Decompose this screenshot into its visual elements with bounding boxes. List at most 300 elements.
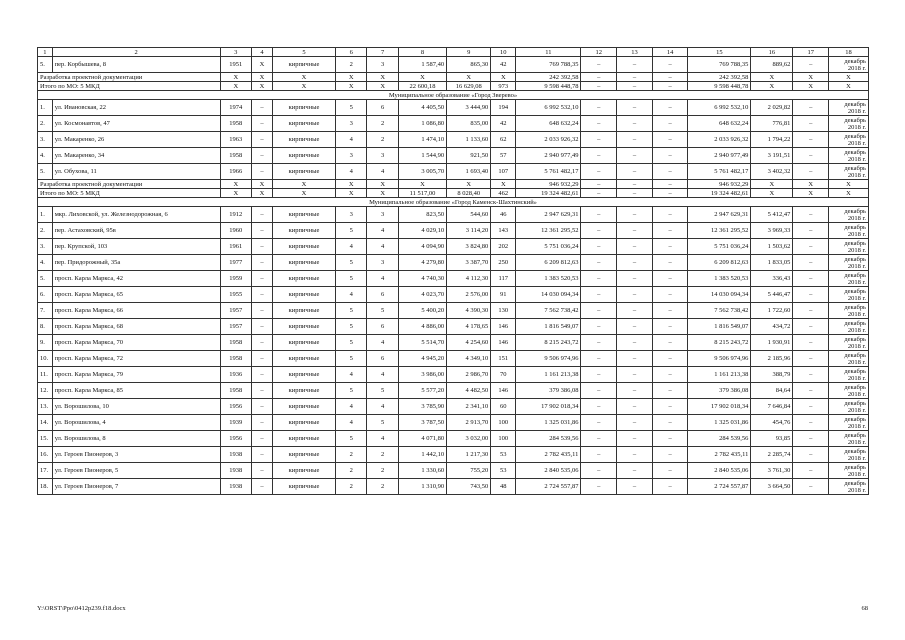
table-cell: 889,62 — [751, 57, 793, 73]
table-cell: 1957 — [220, 319, 251, 335]
table-cell: 5 761 482,17 — [688, 164, 751, 180]
table-cell: 1 086,80 — [398, 116, 446, 132]
table-row — [38, 335, 869, 351]
table-cell: – — [581, 367, 617, 383]
table-cell: 42 — [491, 57, 516, 73]
table-cell: 9 506 974,96 — [516, 351, 581, 367]
table-cell: 146 — [491, 383, 516, 399]
table-cell: 4 254,60 — [447, 335, 491, 351]
table-cell: – — [252, 164, 273, 180]
table-cell: 2 724 557,87 — [688, 479, 751, 495]
table-cell: – — [581, 271, 617, 287]
table-cell: – — [652, 82, 688, 91]
table-cell: 1951 — [220, 57, 251, 73]
table-cell: – — [617, 207, 653, 223]
table-cell: 9 598 448,78 — [516, 82, 581, 91]
table-cell: 336,43 — [751, 271, 793, 287]
file-path: Y:\ORST\Ppo\0412p239.f18.docx — [37, 605, 126, 612]
table-cell: 6 — [367, 287, 398, 303]
table-cell: кирпичные — [273, 447, 336, 463]
table-cell: декабрь 2018 г. — [829, 431, 869, 447]
table-cell: 5 — [335, 223, 366, 239]
table-cell: – — [252, 319, 273, 335]
table-cell: – — [581, 255, 617, 271]
table-cell: 194 — [491, 100, 516, 116]
table-cell: – — [793, 415, 829, 431]
table-cell: 7. — [38, 303, 53, 319]
table-cell: декабрь 2018 г. — [829, 463, 869, 479]
table-cell: 2. — [38, 116, 53, 132]
table-cell: – — [793, 223, 829, 239]
table-cell: 865,30 — [447, 57, 491, 73]
table-cell: 1 217,30 — [447, 447, 491, 463]
table-cell: декабрь 2018 г. — [829, 132, 869, 148]
table-cell: 1960 — [220, 223, 251, 239]
table-cell: декабрь 2018 г. — [829, 303, 869, 319]
table-row — [38, 415, 869, 431]
table-cell: 2 — [367, 116, 398, 132]
table-cell: 46 — [491, 207, 516, 223]
section-title-row — [38, 91, 869, 100]
table-cell: кирпичные — [273, 351, 336, 367]
table-cell: Х — [273, 180, 336, 189]
column-number: 12 — [581, 48, 617, 57]
table-cell: 6 992 532,10 — [516, 100, 581, 116]
summary-label: Разработка проектной документации — [38, 73, 221, 82]
table-cell: 3 664,50 — [751, 479, 793, 495]
table-cell: Х — [829, 180, 869, 189]
table-cell: 1. — [38, 207, 53, 223]
table-cell: кирпичные — [273, 431, 336, 447]
table-cell: ул. Макаренко, 26 — [52, 132, 220, 148]
table-row — [38, 148, 869, 164]
table-cell: Х — [447, 73, 491, 82]
table-row — [38, 367, 869, 383]
table-cell: 755,20 — [447, 463, 491, 479]
table-cell: 2 — [335, 57, 366, 73]
table-cell: 2 — [367, 463, 398, 479]
column-number: 8 — [398, 48, 446, 57]
table-cell: – — [652, 180, 688, 189]
table-cell: декабрь 2018 г. — [829, 271, 869, 287]
table-cell: 2 940 977,49 — [516, 148, 581, 164]
table-cell: – — [793, 287, 829, 303]
table-cell: Х — [793, 189, 829, 198]
table-cell: 4 — [335, 239, 366, 255]
design-docs-row — [38, 180, 869, 189]
table-cell: 17 902 018,34 — [688, 399, 751, 415]
table-cell: 5 — [335, 255, 366, 271]
table-cell: Х — [829, 73, 869, 82]
table-cell: Х — [335, 73, 366, 82]
table-cell: 2 029,82 — [751, 100, 793, 116]
table-cell: 1 325 031,86 — [516, 415, 581, 431]
table-row — [38, 57, 869, 73]
table-cell: 5 — [335, 351, 366, 367]
table-cell: – — [252, 148, 273, 164]
table-cell: – — [793, 335, 829, 351]
table-cell: Х — [751, 189, 793, 198]
table-cell: 3 761,30 — [751, 463, 793, 479]
table-cell: кирпичные — [273, 383, 336, 399]
table-cell: – — [793, 463, 829, 479]
table-cell: 242 392,58 — [688, 73, 751, 82]
table-cell: 1 693,40 — [447, 164, 491, 180]
table-cell: – — [617, 431, 653, 447]
table-cell: 3 444,90 — [447, 100, 491, 116]
table-cell: Х — [367, 180, 398, 189]
table-cell: Х — [398, 180, 446, 189]
table-cell: 4 — [367, 239, 398, 255]
table-cell: 18. — [38, 479, 53, 495]
table-cell: – — [252, 223, 273, 239]
table-cell: 42 — [491, 116, 516, 132]
table-cell: 3 — [335, 116, 366, 132]
table-cell: – — [617, 399, 653, 415]
table-cell: – — [793, 255, 829, 271]
table-cell: 2 — [367, 479, 398, 495]
table-cell: 117 — [491, 271, 516, 287]
table-cell: 743,50 — [447, 479, 491, 495]
table-cell: 4 — [335, 415, 366, 431]
table-row — [38, 287, 869, 303]
table-cell: 4 740,30 — [398, 271, 446, 287]
table-cell: – — [617, 116, 653, 132]
table-cell: – — [652, 223, 688, 239]
table-cell: – — [252, 383, 273, 399]
table-cell: – — [581, 335, 617, 351]
table-cell: 9. — [38, 335, 53, 351]
table-row — [38, 351, 869, 367]
table-cell: – — [793, 164, 829, 180]
table-cell: 4 112,30 — [447, 271, 491, 287]
table-cell: 1958 — [220, 335, 251, 351]
table-cell: Х — [367, 73, 398, 82]
table-cell: 648 632,24 — [516, 116, 581, 132]
table-cell: просп. Карла Маркса, 66 — [52, 303, 220, 319]
table-cell: 5 — [335, 303, 366, 319]
table-cell: – — [652, 479, 688, 495]
table-cell: 3 — [367, 207, 398, 223]
table-cell: 3 — [367, 57, 398, 73]
table-cell: ул. Космонавтов, 47 — [52, 116, 220, 132]
housing-repair-table — [37, 47, 869, 495]
table-row — [38, 116, 869, 132]
table-cell: 4 886,00 — [398, 319, 446, 335]
table-cell: 379 386,08 — [516, 383, 581, 399]
table-cell: 835,00 — [447, 116, 491, 132]
column-number: 16 — [751, 48, 793, 57]
column-number: 7 — [367, 48, 398, 57]
table-cell: декабрь 2018 г. — [829, 255, 869, 271]
table-cell: 1958 — [220, 351, 251, 367]
table-cell: 2 840 535,06 — [688, 463, 751, 479]
summary-label: Итого по МО: 5 МКД — [38, 82, 221, 91]
table-cell: 4 — [367, 399, 398, 415]
table-cell: 53 — [491, 447, 516, 463]
table-cell: 1 587,40 — [398, 57, 446, 73]
table-cell: 1 330,60 — [398, 463, 446, 479]
table-cell: 1 133,60 — [447, 132, 491, 148]
table-cell: 250 — [491, 255, 516, 271]
column-number: 3 — [220, 48, 251, 57]
table-cell: 648 632,24 — [688, 116, 751, 132]
table-cell: 16 629,08 — [447, 82, 491, 91]
table-cell: 434,72 — [751, 319, 793, 335]
table-cell: 1 325 031,86 — [688, 415, 751, 431]
table-cell: 100 — [491, 431, 516, 447]
table-cell: 4 023,70 — [398, 287, 446, 303]
table-cell: Х — [751, 180, 793, 189]
table-cell: 3 787,50 — [398, 415, 446, 431]
table-cell: – — [652, 73, 688, 82]
table-cell: 2 — [335, 447, 366, 463]
table-cell: 5 577,20 — [398, 383, 446, 399]
table-cell: 4 279,80 — [398, 255, 446, 271]
table-row — [38, 132, 869, 148]
table-cell: 12 361 295,52 — [688, 223, 751, 239]
table-cell: просп. Карла Маркса, 68 — [52, 319, 220, 335]
table-cell: – — [793, 57, 829, 73]
table-cell: 1 544,90 — [398, 148, 446, 164]
column-number: 13 — [617, 48, 653, 57]
table-cell: – — [617, 255, 653, 271]
table-cell: ул. Обухова, 11 — [52, 164, 220, 180]
table-cell: 1 816 549,07 — [516, 319, 581, 335]
table-cell: – — [793, 319, 829, 335]
table-cell: 2 724 557,87 — [516, 479, 581, 495]
table-cell: 1959 — [220, 271, 251, 287]
table-cell: кирпичные — [273, 479, 336, 495]
table-cell: 1939 — [220, 415, 251, 431]
table-cell: – — [581, 223, 617, 239]
table-cell: – — [581, 351, 617, 367]
table-cell: 11. — [38, 367, 53, 383]
table-cell: – — [617, 73, 653, 82]
table-cell: – — [252, 367, 273, 383]
table-cell: 1958 — [220, 116, 251, 132]
table-cell: просп. Карла Маркса, 79 — [52, 367, 220, 383]
table-cell: 4 — [335, 287, 366, 303]
table-cell: кирпичные — [273, 335, 336, 351]
table-cell: 8 028,40 — [447, 189, 491, 198]
table-cell: – — [652, 447, 688, 463]
table-cell: – — [617, 148, 653, 164]
table-cell: – — [793, 303, 829, 319]
table-cell: 2 341,10 — [447, 399, 491, 415]
table-cell: – — [252, 271, 273, 287]
table-cell: – — [617, 82, 653, 91]
table-cell: – — [617, 132, 653, 148]
table-row — [38, 100, 869, 116]
table-cell: декабрь 2018 г. — [829, 116, 869, 132]
table-cell: – — [793, 479, 829, 495]
table-cell: – — [793, 148, 829, 164]
table-cell: – — [252, 207, 273, 223]
table-cell: 6 209 812,63 — [516, 255, 581, 271]
table-cell: 4 405,50 — [398, 100, 446, 116]
table-cell: – — [252, 303, 273, 319]
table-cell: – — [581, 463, 617, 479]
table-cell: – — [581, 189, 617, 198]
table-cell: – — [652, 271, 688, 287]
table-cell: 776,81 — [751, 116, 793, 132]
table-cell: – — [652, 319, 688, 335]
table-cell: – — [652, 116, 688, 132]
table-cell: 4 178,65 — [447, 319, 491, 335]
table-cell: 769 788,35 — [516, 57, 581, 73]
table-cell: – — [581, 399, 617, 415]
table-cell: 1938 — [220, 479, 251, 495]
table-cell: декабрь 2018 г. — [829, 223, 869, 239]
municipality-title: Муниципальное образование «Город Каменск-Шахтинский» — [38, 198, 869, 207]
table-cell: Х — [793, 82, 829, 91]
table-cell: 5 — [335, 335, 366, 351]
table-cell: 11 517,00 — [398, 189, 446, 198]
table-cell: – — [793, 207, 829, 223]
table-cell: Х — [220, 189, 251, 198]
table-cell: – — [652, 303, 688, 319]
table-cell: – — [581, 447, 617, 463]
table-cell: 5 400,20 — [398, 303, 446, 319]
table-cell: 17 902 018,34 — [516, 399, 581, 415]
table-cell: 1 930,91 — [751, 335, 793, 351]
table-cell: – — [652, 189, 688, 198]
table-cell: 5 446,47 — [751, 287, 793, 303]
table-cell: 4. — [38, 255, 53, 271]
table-cell: 1956 — [220, 431, 251, 447]
total-row — [38, 189, 869, 198]
table-cell: – — [652, 351, 688, 367]
table-cell: Х — [335, 189, 366, 198]
table-cell: 3. — [38, 132, 53, 148]
table-cell: 4 — [367, 271, 398, 287]
table-cell: ул. Героев Пионеров, 7 — [52, 479, 220, 495]
table-cell: 3 032,00 — [447, 431, 491, 447]
table-cell: декабрь 2018 г. — [829, 415, 869, 431]
table-cell: Х — [491, 180, 516, 189]
table-cell: 1974 — [220, 100, 251, 116]
table-cell: 4 390,30 — [447, 303, 491, 319]
table-cell: кирпичные — [273, 164, 336, 180]
table-cell: 454,76 — [751, 415, 793, 431]
table-cell: 5 751 036,24 — [688, 239, 751, 255]
table-cell: пер. Астаховский, 95в — [52, 223, 220, 239]
table-row — [38, 431, 869, 447]
table-cell: – — [652, 463, 688, 479]
table-cell: 84,64 — [751, 383, 793, 399]
table-cell: – — [652, 148, 688, 164]
table-cell: декабрь 2018 г. — [829, 479, 869, 495]
table-cell: 3 — [367, 148, 398, 164]
table-cell: – — [581, 116, 617, 132]
total-row — [38, 82, 869, 91]
table-cell: просп. Карла Маркса, 65 — [52, 287, 220, 303]
table-row — [38, 239, 869, 255]
table-cell: декабрь 2018 г. — [829, 100, 869, 116]
table-cell: 3 969,33 — [751, 223, 793, 239]
table-cell: 5 751 036,24 — [516, 239, 581, 255]
table-cell: – — [252, 132, 273, 148]
table-cell: 3 — [335, 207, 366, 223]
table-cell: Х — [273, 189, 336, 198]
table-cell: – — [581, 82, 617, 91]
table-cell: 5 412,47 — [751, 207, 793, 223]
table-cell: – — [252, 479, 273, 495]
table-cell: пер. Крупской, 103 — [52, 239, 220, 255]
table-cell: 5 — [335, 271, 366, 287]
table-cell: 16. — [38, 447, 53, 463]
table-cell: – — [617, 415, 653, 431]
column-number: 9 — [447, 48, 491, 57]
table-cell: 2 782 435,11 — [688, 447, 751, 463]
table-row — [38, 463, 869, 479]
column-number: 5 — [273, 48, 336, 57]
table-cell: – — [793, 447, 829, 463]
table-cell: 4 945,20 — [398, 351, 446, 367]
table-cell: просп. Карла Маркса, 85 — [52, 383, 220, 399]
summary-label: Разработка проектной документации — [38, 180, 221, 189]
table-cell: 12 361 295,52 — [516, 223, 581, 239]
table-cell: – — [793, 239, 829, 255]
table-cell: 1958 — [220, 148, 251, 164]
table-cell: ул. Героев Пионеров, 3 — [52, 447, 220, 463]
table-cell: 151 — [491, 351, 516, 367]
table-cell: просп. Карла Маркса, 72 — [52, 351, 220, 367]
table-cell: декабрь 2018 г. — [829, 207, 869, 223]
table-cell: 4 — [367, 367, 398, 383]
table-cell: – — [652, 207, 688, 223]
table-cell: – — [617, 271, 653, 287]
table-cell: Х — [367, 189, 398, 198]
table-cell: 60 — [491, 399, 516, 415]
table-cell: – — [581, 319, 617, 335]
table-cell: кирпичные — [273, 399, 336, 415]
table-row — [38, 271, 869, 287]
summary-label: Итого по МО: 5 МКД — [38, 189, 221, 198]
table-cell: – — [793, 367, 829, 383]
table-cell: 2 913,70 — [447, 415, 491, 431]
table-cell: 143 — [491, 223, 516, 239]
table-cell: 1938 — [220, 447, 251, 463]
table-cell: 4. — [38, 148, 53, 164]
table-cell: 19 324 482,61 — [688, 189, 751, 198]
table-cell: Х — [447, 180, 491, 189]
table-cell: 2 — [335, 463, 366, 479]
table-cell: – — [793, 271, 829, 287]
table-cell: Х — [829, 82, 869, 91]
table-cell: 1 383 520,53 — [516, 271, 581, 287]
table-row — [38, 223, 869, 239]
table-cell: 6 — [367, 319, 398, 335]
municipality-title: Муниципальное образование «Город Зверево» — [38, 91, 869, 100]
table-cell: – — [581, 383, 617, 399]
table-cell: 1 161 213,38 — [516, 367, 581, 383]
table-cell: – — [617, 57, 653, 73]
table-cell: 17. — [38, 463, 53, 479]
table-cell: 3 005,70 — [398, 164, 446, 180]
table-cell: 284 539,56 — [688, 431, 751, 447]
table-cell: 4 349,10 — [447, 351, 491, 367]
table-cell: Х — [793, 73, 829, 82]
table-cell: 2 033 926,32 — [688, 132, 751, 148]
table-cell: декабрь 2018 г. — [829, 383, 869, 399]
table-cell: 973 — [491, 82, 516, 91]
table-cell: – — [581, 431, 617, 447]
table-cell: 946 932,29 — [688, 180, 751, 189]
table-cell: 10. — [38, 351, 53, 367]
table-cell: 14 030 094,34 — [688, 287, 751, 303]
